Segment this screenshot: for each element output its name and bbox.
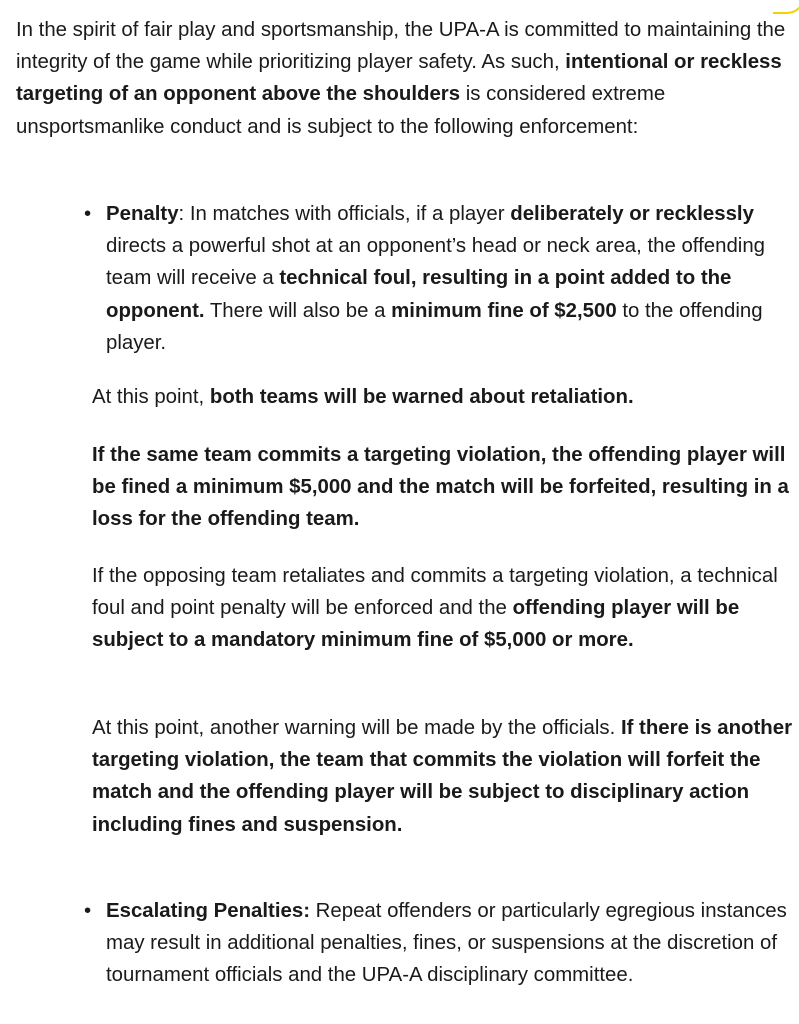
intro-text-1: In the spirit of fair play and sportsmanship, the UPA-A is committed to maintaining the integrity of the game while prioritizing player safety. As such, [16, 19, 786, 74]
penalty-text-4: to the offending player. [106, 299, 763, 354]
penalty-bold-2: technical foul, resulting in a point added to the opponent. [106, 267, 732, 322]
penalty-text-1: : In matches with officials, if a player [178, 203, 511, 225]
escalating-text-1: Repeat offenders or particularly egregious instances may result in additional penalties, fines, or suspensions at the discretion of tournament officials and the UPA-A disciplinary committee. [106, 900, 787, 987]
escalating-text [106, 895, 798, 992]
bullet-icon: • [84, 203, 92, 225]
warning-bold-1: both teams will be warned about retaliation. [209, 386, 634, 408]
bullet-icon: • [84, 900, 92, 922]
retaliation-text-1: If the opposing team retaliates and commits a targeting violation, a technical foul and point penalty will be enforced and the [92, 565, 778, 620]
penalty-label: Penalty [106, 203, 179, 225]
penalty-bullet-item [86, 198, 798, 359]
penalty-bold-3: minimum fine of $2,500 [391, 299, 617, 322]
same-team-paragraph [92, 439, 798, 536]
highlighter-mark [773, 0, 799, 14]
warning-text-1: At this point, [92, 386, 210, 408]
penalty-text-2: directs a powerful shot at an opponent’s head or neck area, the offending team will receive a [106, 235, 766, 290]
penalty-bold-1: deliberately or recklessly [510, 203, 754, 225]
retaliation-bold-1: offending player will be subject to a mandatory minimum fine of $5,000 or more. [92, 597, 740, 652]
same-team-bold: If the same team commits a targeting violation, the offending player will be fined a minimum $5,000 and the match will be forfeited, resulting in a loss for the offending team. [92, 444, 789, 531]
intro-paragraph [16, 14, 786, 143]
intro-text-2: is considered extreme unsportsmanlike conduct and is subject to the following enforcement: [16, 83, 666, 138]
intro-bold-1: intentional or reckless targeting of an opponent above the shoulders [16, 51, 782, 106]
another-warning-paragraph [92, 712, 798, 841]
penalty-text [106, 198, 798, 359]
warning-paragraph [92, 381, 798, 413]
retaliation-paragraph [92, 560, 798, 657]
another-warning-bold-1: If there is another targeting violation, the team that commits the violation will forfeit the match and the offending player will be subject to disciplinary action including fines and suspension. [92, 717, 793, 836]
escalating-label: Escalating Penalties: [106, 900, 310, 922]
escalating-bullet-item [86, 895, 798, 992]
another-warning-text-1: At this point, another warning will be made by the officials. [92, 717, 621, 739]
penalty-text-3: There will also be a [204, 299, 392, 322]
